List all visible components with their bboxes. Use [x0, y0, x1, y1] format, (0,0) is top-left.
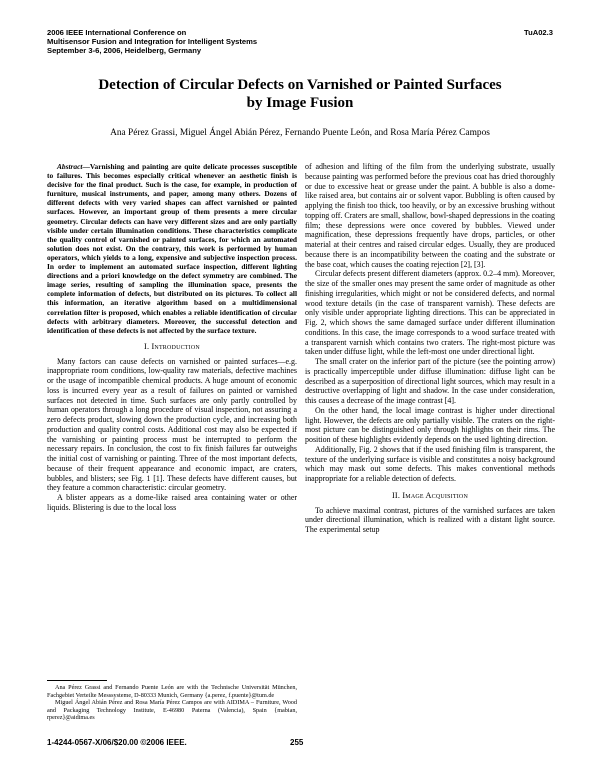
section-heading-introduction — [47, 342, 297, 352]
conference-line: September 3-6, 2006, Heidelberg, Germany — [47, 46, 202, 55]
left-column — [47, 162, 297, 513]
right-column — [305, 162, 555, 535]
session-code: TuA02.3 — [524, 28, 553, 37]
section-title: Introduction — [151, 341, 200, 351]
section-number: I. — [144, 341, 150, 351]
footnote: Ana Pérez Grassi and Fernando Puente León are with the Technische Universität München, Fachgebiet Verteilte Messsysteme, D-80333 Munich, Germany {a.perez, f.puente}@tum.de — [47, 684, 297, 699]
footnote-rule — [47, 680, 107, 681]
section-heading-image-acquisition — [305, 491, 555, 501]
isbn-footer: 1-4244-0567-X/06/$20.00 ©2006 IEEE. — [47, 738, 187, 747]
author-list: Ana Pérez Grassi, Miguel Ángel Abián Pérez, Fernando Puente León, and Rosa María Pérez Campos — [110, 128, 490, 138]
abstract — [47, 162, 297, 335]
paragraph: On the other hand, the local image contrast is higher under directional light. However, the defects are only partially visible. The craters on the right-most picture can be distinguished only through highlights on their rims. The position of these highlights evidently depends on the used lighting direction. — [305, 405, 555, 444]
abstract-label: Abstract — [57, 162, 83, 171]
section-number: II. — [392, 490, 401, 500]
conference-line: 2006 IEEE International Conference on — [47, 28, 187, 37]
paragraph: To achieve maximal contrast, pictures of the varnished surfaces are taken under directional illumination, which is realized with a distant light source. The experimental setup — [305, 505, 555, 534]
paper-title — [40, 76, 560, 112]
paragraph: The small crater on the inferior part of the picture (see the pointing arrow) is practically imperceptible under diffuse illumination: diffuse light can be described as a superposition of directional light sources, which may result in a destructive overlapping of light and shadow. In the case under consideration, this causes a decrease of the image contrast [4]. — [305, 357, 555, 405]
conference-header — [47, 28, 347, 55]
footnote: Miguel Ángel Abián Pérez and Rosa María Pérez Campos are with AIDIMA – Furniture, Wood and Packaging Technology Institute, E-46980 Paterna (Valencia), Spain {mabian, rperez}@aidima.es — [47, 699, 297, 721]
abstract-text: —Varnishing and painting are quite delicate processes susceptible to failures. This becomes especially critical whenever an aesthetic finish is decisive for the final product. Such is the case, for example, in production of furniture, musical instruments, and paper, among many others. Dozens of different defects with very varied shapes can affect varnished or painted surfaces. However, an important group of them presents a mere circular geometry. Circular defects can have very different sizes and are only partially visible under certain illumination conditions. These characteristics complicate the quality control of varnished or painted surfaces, for which an automated solution does not exist. On the contrary, this work is performed by human operators, which yields to a long, expensive and subjective inspection process. In order to implement an automated surface inspection, different lighting directions and a priori knowledge on the defect symmetry are combined. The image series, resulting of sampling the illumination space, presents the complete information of defects, but distributed on its pictures. To collect all this information, an iterative algorithm based on a multidimensional correlation filter is proposed, which enables a reliable identification of circular defects with arbitrary diameters. Moreover, the successful detection and identification of these defects is not affected by the surface texture. — [47, 162, 297, 335]
paragraph: of adhesion and lifting of the film from the underlying substrate, usually because painting was performed before the previous coat has dried thoroughly or due to excessive heat or grease under the paint. A bubble is also a dome-like raised area, but contains air or solvent vapor. Bubbling is often caused by applying the finish too thick, too heavily, or by an excessive brushing without topping off. Craters are small, shallow, bowl-shaped depressions in the coating film; these depressions were once covered by bubbles. Viewed under magnification, these depressions frequently have drops, particles, or other material at their centres and raised circular edges. Usually, they are produced because there is an incompatibility between the coating and the substrate or the base coat, which causes the coating rejection [2], [3]. — [305, 162, 555, 269]
page-number: 255 — [290, 738, 304, 747]
section-title: Image Acquisition — [402, 490, 468, 500]
paragraph: Additionally, Fig. 2 shows that if the used finishing film is transparent, the texture of the underlying surface is visible and constitutes a noisy background which may mask out some defects. This makes conventional methods inappropriate for a reliable detection of defects. — [305, 444, 555, 483]
paragraph: Circular defects present different diameters (approx. 0.2–4 mm). Moreover, the size of the smaller ones may present the same order of magnitude as other finishing irregularities, which might or not be considered defects, and normal wood texture details (in the case of transparent varnish). These defects are only visible under appropriate lighting directions. This can be appreciated in Fig. 2, which shows the same damaged surface under different illumination conditions. In this case, the image corresponds to a wood surface treated with a transparent varnish which contains two craters. The right-most picture was taken under diffuse light, while the left-most one under directional light. — [305, 269, 555, 357]
paragraph: Many factors can cause defects on varnished or painted surfaces—e.g. inappropriate room conditions, low-quality raw materials, defective machines or the usage of incompatible chemical products. A huge amount of economic loss is incurred every year as a result of failures on painted or varnished surfaces not detected in time. Such surfaces are only partly controlled by human operators through a long procedure of visual inspection, not assuring a zero defects product, slowing down the production cycle, and increasing both production and quality control costs. Additional cost may also be expected if the varnishing or painting process must be interrupted to perform the necessary repairs. In conclusion, the cost to fix finish failures far outweighs the initial cost of varnishing or painting. Three of the most important defects, because of their frequent appearance and economic impact, are craters, bubbles, and blisters; see Fig. 1 [1]. These defects have different causes, but they feature a common characteristic: circular geometry. — [47, 356, 297, 493]
conference-line: Multisensor Fusion and Integration for Intelligent Systems — [47, 37, 258, 46]
title-line: Detection of Circular Defects on Varnished or Painted Surfaces — [98, 77, 502, 93]
paragraph: A blister appears as a dome-like raised area containing water or other liquids. Blistering is due to the local loss — [47, 493, 297, 512]
author-footnotes — [47, 684, 297, 722]
title-line: by Image Fusion — [246, 95, 354, 111]
